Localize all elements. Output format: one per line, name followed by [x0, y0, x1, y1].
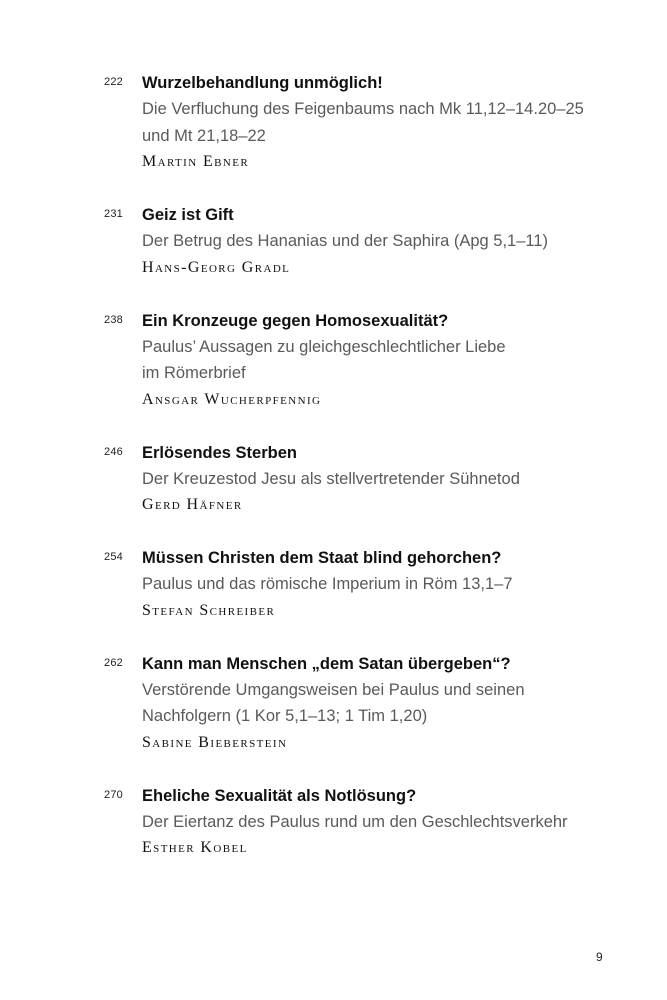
- page-number: 222: [104, 76, 123, 88]
- toc-entry: [0, 545, 667, 624]
- toc-entry: [0, 651, 667, 756]
- chapter-subtitle-line: Paulus’ Aussagen zu gleichgeschlechtlicher Liebe: [142, 337, 506, 356]
- toc-entry: [0, 202, 667, 281]
- chapter-subtitle-line: Verstörende Umgangsweisen bei Paulus und seinen: [142, 680, 525, 699]
- chapter-title: Eheliche Sexualität als Notlösung?: [142, 786, 417, 805]
- chapter-author: Ansgar Wucherpfennig: [142, 390, 322, 408]
- chapter-subtitle-line: Paulus und das römische Imperium in Röm 13,1–7: [142, 575, 513, 593]
- chapter-author: Martin Ebner: [142, 153, 250, 170]
- page-number: 270: [104, 788, 123, 801]
- chapter-subtitle-line: Der Betrug des Hananias und der Saphira (Apg 5,1–11): [142, 232, 549, 250]
- chapter-title: Geiz ist Gift: [142, 206, 234, 224]
- page-number: 231: [104, 208, 123, 220]
- chapter-author: Sabine Bieberstein: [142, 733, 288, 751]
- chapter-subtitle-line: Die Verfluchung des Feigenbaums nach Mk 11,12–14.20–25: [142, 100, 584, 118]
- toc-entry: [0, 70, 667, 175]
- chapter-subtitle-line: im Römerbrief: [142, 364, 246, 382]
- toc-entry: [0, 440, 667, 519]
- page-number: 246: [104, 445, 123, 458]
- toc-entry: [0, 308, 667, 413]
- chapter-subtitle-line: Nachfolgern (1 Kor 5,1–13; 1 Tim 1,20): [142, 707, 428, 725]
- chapter-subtitle-line: und Mt 21,18–22: [142, 126, 266, 145]
- chapter-title: Kann man Menschen „dem Satan übergeben“?: [142, 654, 511, 673]
- table-of-contents: [0, 70, 667, 861]
- chapter-author: Gerd Häfner: [142, 496, 243, 513]
- chapter-title: Erlösendes Sterben: [142, 443, 297, 462]
- page-number: 238: [104, 313, 123, 326]
- page-folio: 9: [596, 950, 603, 964]
- chapter-subtitle-line: Der Eiertanz des Paulus rund um den Geschlechtsverkehr: [142, 812, 568, 831]
- chapter-author: Esther Kobel: [142, 839, 248, 856]
- page-number: 262: [104, 656, 123, 669]
- chapter-title: Müssen Christen dem Staat blind gehorchen?: [142, 549, 502, 567]
- chapter-author: Stefan Schreiber: [142, 601, 276, 619]
- chapter-title: Wurzelbehandlung unmöglich!: [142, 74, 383, 92]
- chapter-subtitle-line: Der Kreuzestod Jesu als stellvertretender Sühnetod: [142, 469, 520, 488]
- chapter-author: Hans-Georg Gradl: [142, 258, 291, 276]
- chapter-title: Ein Kronzeuge gegen Homosexualität?: [142, 311, 449, 330]
- page-number: 254: [104, 551, 123, 563]
- toc-entry: [0, 783, 667, 862]
